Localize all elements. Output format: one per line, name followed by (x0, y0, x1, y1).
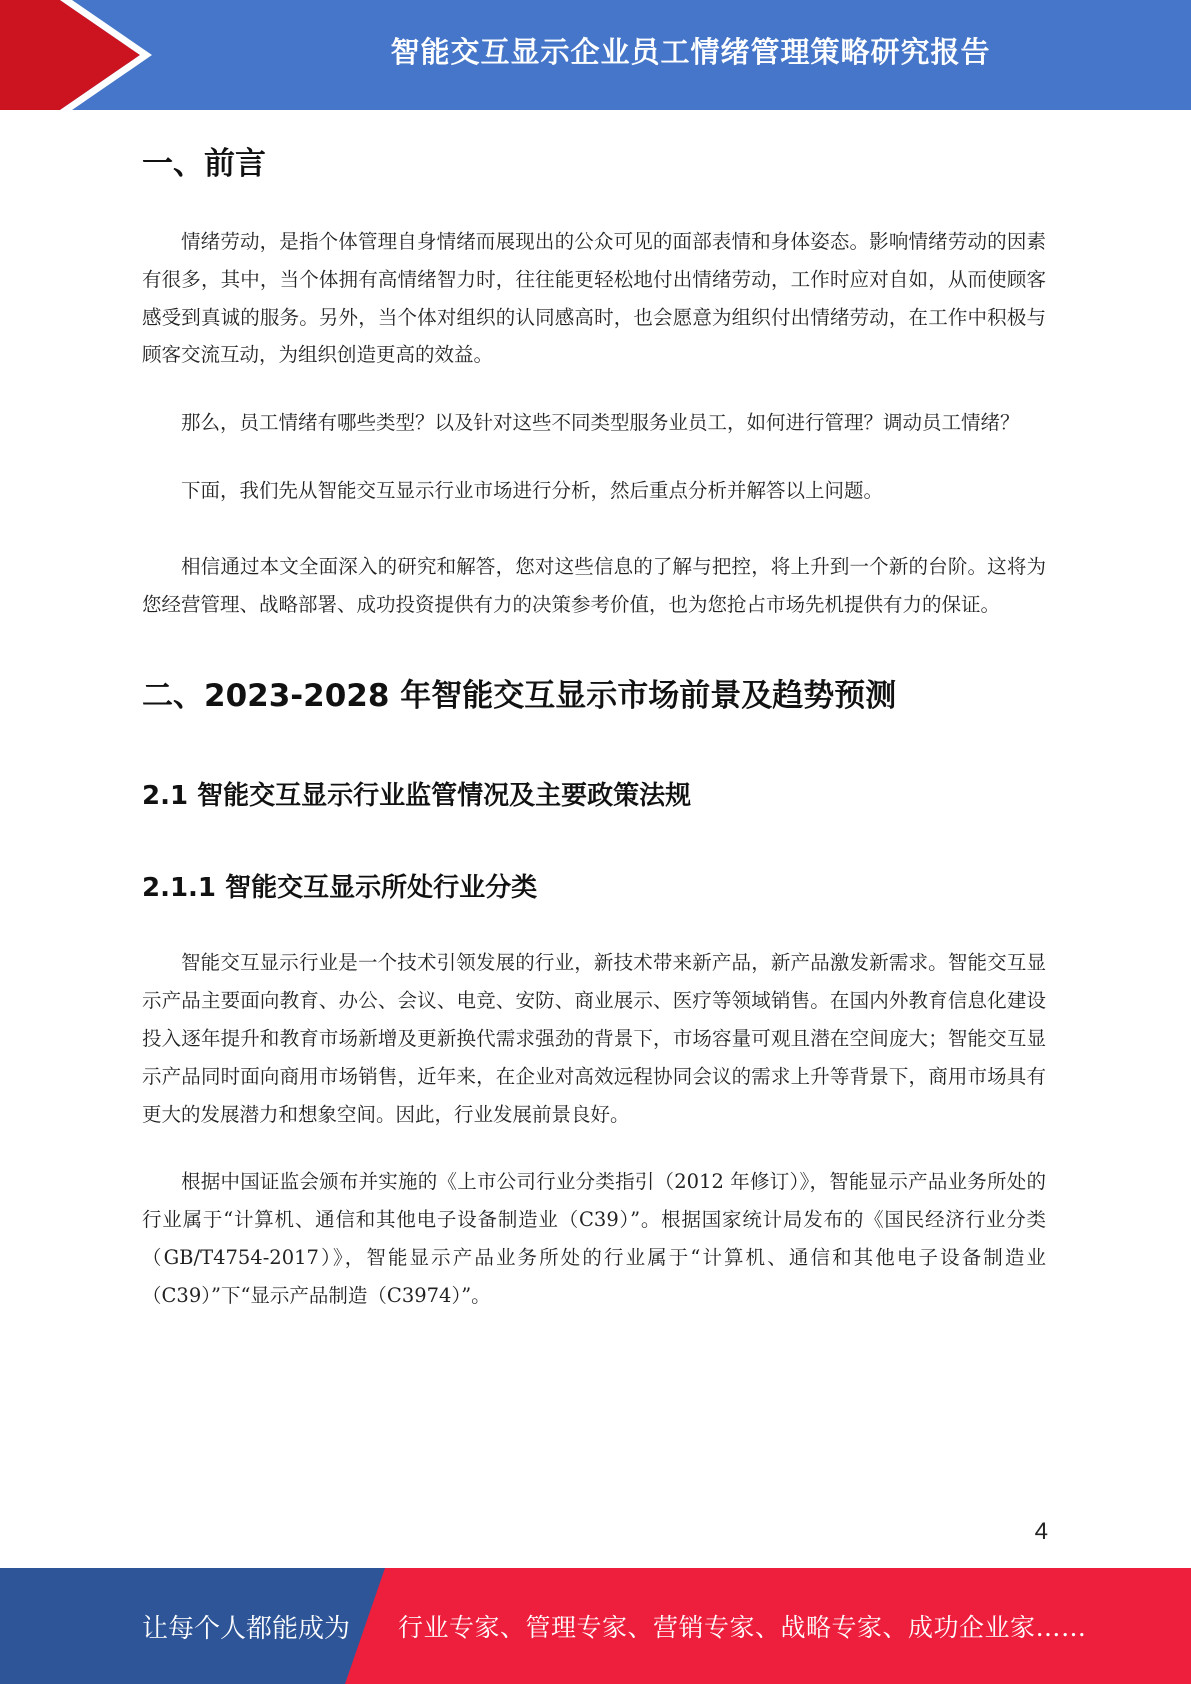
paragraph: 下面，我们先从智能交互显示行业市场进行分析，然后重点分析并解答以上问题。 (181, 478, 884, 502)
paragraph: 情绪劳动，是指个体管理自身情绪而展现出的公众可见的面部表情和身体姿态。影响情绪劳动的因素有很多，其中，当个体拥有高情绪智力时，往往能更轻松地付出情绪劳动，工作时应对自如，从而使顾客感受到真诚的服务。另外，当个体对组织的认同感高时，也会愿意为组织付出情绪劳动，在工作中积极与顾客交流互动，为组织创造更高的效益。 (142, 230, 1046, 367)
paragraph: 智能交互显示行业是一个技术引领发展的行业，新技术带来新产品，新产品激发新需求。智能交互显示产品主要面向教育、办公、会议、电竞、安防、商业展示、医疗等领域销售。在国内外教育信息化建设投入逐年提升和教育市场新增及更新换代需求强劲的背景下，市场容量可观且潜在空间庞大；智能交互显示产品同时面向商用市场销售，近年来，在企业对高效远程协同会议的需求上升等背景下，商用市场具有更大的发展潜力和想象空间。因此，行业发展前景良好。 (142, 951, 1046, 1126)
footer-slogan-right: 行业专家、管理专家、营销专家、战略专家、成功企业家…… (398, 1613, 1087, 1642)
subsection-heading-regulation: 2.1 智能交互显示行业监管情况及主要政策法规 (142, 781, 692, 812)
paragraph: 根据中国证监会颁布并实施的《上市公司行业分类指引（2012 年修订）》，智能显示产品业务所处的行业属于“计算机、通信和其他电子设备制造业（C39）”。根据国家统计局发布的《国民经济行业分类（GB/T4754-2017）》，智能显示产品业务所处的行业属于“计算机、通信和其他电子设备制造业（C39）”下“显示产品制造（C3974）”。 (142, 1170, 1046, 1307)
subsection-heading-classification: 2.1.1 智能交互显示所处行业分类 (142, 873, 538, 904)
page-footer-banner (0, 1568, 1191, 1684)
footer-slogan-left: 让每个人都能成为 (142, 1613, 351, 1644)
page-header-banner (0, 0, 1191, 110)
report-title: 智能交互显示企业员工情绪管理策略研究报告 (390, 34, 991, 69)
paragraph: 相信通过本文全面深入的研究和解答，您对这些信息的了解与把控，将上升到一个新的台阶。这将为您经营管理、战略部署、成功投资提供有力的决策参考价值，也为您抢占市场先机提供有力的保证。 (142, 554, 1046, 616)
paragraph: 那么，员工情绪有哪些类型？以及针对这些不同类型服务业员工，如何进行管理？调动员工情绪？ (181, 411, 1020, 435)
section-heading-preface: 一、前言 (142, 146, 266, 182)
section-heading-market-outlook: 二、2023-2028 年智能交互显示市场前景及趋势预测 (142, 678, 897, 715)
page-content (142, 130, 1046, 1315)
page-number: 4 (1034, 1518, 1048, 1545)
